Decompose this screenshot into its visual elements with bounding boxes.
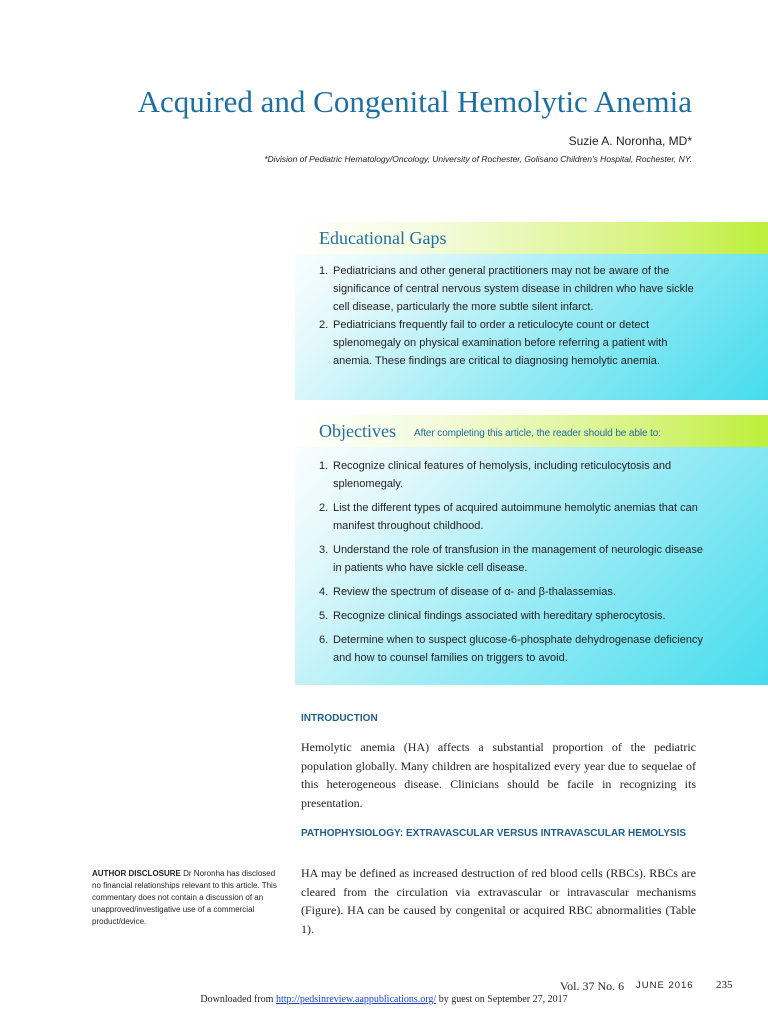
objectives-box	[295, 415, 768, 685]
list-item	[319, 262, 709, 316]
list-item-number: 6.	[319, 634, 329, 646]
educational-gaps-box	[295, 222, 768, 400]
objectives-heading: Objectives	[319, 421, 396, 441]
download-link[interactable]: http://pedsinreview.aappublications.org/	[275, 994, 437, 1005]
educational-gaps-heading: Educational Gaps	[319, 228, 447, 248]
author-disclosure-label: AUTHOR DISCLOSURE	[92, 869, 181, 878]
list-item	[319, 499, 709, 535]
list-item-number: 4.	[319, 586, 329, 598]
article-title: Acquired and Congenital Hemolytic Anemia	[137, 84, 692, 119]
objectives-list	[319, 457, 709, 673]
pathophysiology-heading: PATHOPHYSIOLOGY: EXTRAVASCULAR VERSUS INTRAVASCULAR HEMOLYSIS	[301, 828, 687, 839]
list-item-text: Pediatricians and other general practitioners may not be aware of the significance of central nervous system disease in children who have sickle cell disease, particularly the more subtle silent infarct.	[333, 265, 694, 313]
author-disclosure-text: Dr Noronha has disclosed no financial relationships relevant to this article. This commentary does not contain a discussion of an unapproved/investigative use of a commercial product/device.	[92, 869, 277, 926]
introduction-heading: INTRODUCTION	[301, 713, 378, 724]
pathophysiology-text: HA may be defined as increased destruction of red blood cells (RBCs). RBCs are cleared from the circulation via extravascular or intravascular mechanisms (Figure). HA can be caused by congenital or acquired RBC abnormalities (Table 1).	[301, 866, 696, 936]
objectives-subheading: After completing this article, the reader should be able to:	[414, 428, 661, 439]
list-item-number: 2.	[319, 319, 329, 331]
list-item-text: Recognize clinical findings associated with hereditary spherocytosis.	[333, 610, 666, 622]
list-item-number: 5.	[319, 610, 329, 622]
list-item	[319, 607, 709, 625]
list-item-number: 1.	[319, 265, 329, 277]
download-prefix: Downloaded from	[200, 994, 274, 1005]
download-suffix: by guest on September 27, 2017	[438, 994, 568, 1005]
list-item-text: Pediatricians frequently fail to order a reticulocyte count or detect splenomegaly on physical examination before referring a patient with anemia. These findings are critical to diagnosing hemolytic anemia.	[333, 319, 668, 367]
list-item-number: 3.	[319, 544, 329, 556]
journal-date: JUNE 2016	[636, 980, 694, 991]
author-affiliation: *Division of Pediatric Hematology/Oncology, University of Rochester, Golisano Children's Hospital, Rochester, NY.	[264, 154, 692, 164]
list-item	[319, 457, 709, 493]
list-item	[319, 583, 709, 601]
list-item-text: Review the spectrum of disease of α- and β-thalassemias.	[333, 586, 616, 598]
list-item-text: Understand the role of transfusion in the management of neurologic disease in patients who have sickle cell disease.	[333, 544, 703, 574]
educational-gaps-list	[319, 262, 709, 370]
list-item	[319, 316, 709, 370]
list-item-number: 1.	[319, 460, 329, 472]
page-number: 235	[716, 979, 733, 991]
download-notice	[0, 994, 768, 1005]
list-item-text: Recognize clinical features of hemolysis, including reticulocytosis and splenomegaly.	[333, 460, 672, 490]
journal-volume: Vol. 37 No. 6	[560, 979, 625, 993]
list-item	[319, 541, 709, 577]
author-name: Suzie A. Noronha, MD*	[568, 134, 692, 148]
list-item-text: List the different types of acquired autoimmune hemolytic anemias that can manifest throughout childhood.	[333, 502, 698, 532]
list-item-text: Determine when to suspect glucose-6-phosphate dehydrogenase deficiency and how to counsel families on triggers to avoid.	[333, 634, 703, 664]
list-item-number: 2.	[319, 502, 329, 514]
author-disclosure	[92, 868, 284, 928]
introduction-text: Hemolytic anemia (HA) affects a substantial proportion of the pediatric population globally. Many children are hospitalized every year due to sequelae of this heterogeneous disease. Clinicians should be facile in recognizing its presentation.	[301, 740, 696, 810]
list-item	[319, 631, 709, 667]
